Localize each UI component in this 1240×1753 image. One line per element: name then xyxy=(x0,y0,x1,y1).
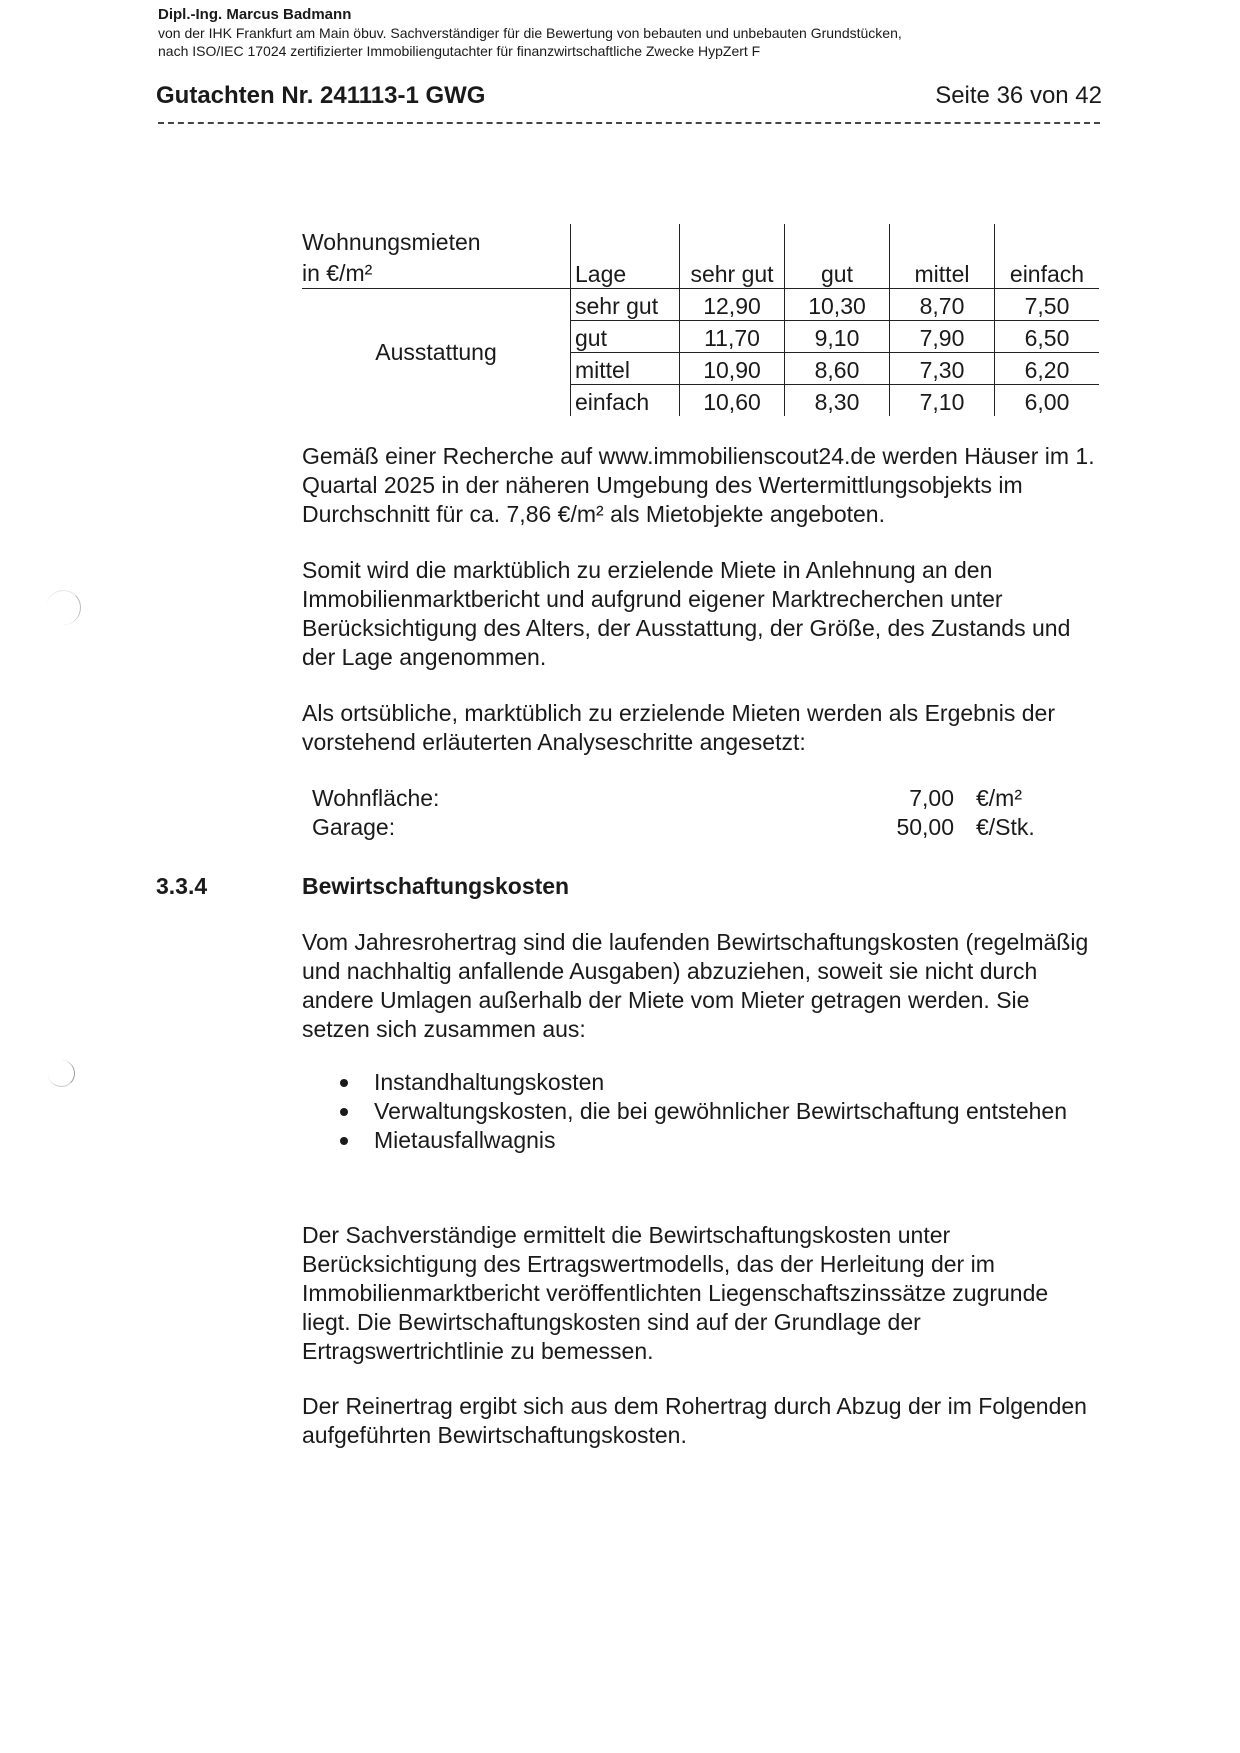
lage-header: Lage xyxy=(571,257,680,289)
rent-result-unit: €/Stk. xyxy=(976,814,1035,840)
rent-result-value: 7,00 xyxy=(909,785,954,811)
table-cell: 12,90 xyxy=(680,289,785,321)
rent-result-row xyxy=(312,784,1092,813)
rent-table xyxy=(302,224,1099,416)
table-cell: 7,10 xyxy=(890,385,995,417)
rent-result-label: Wohnfläche: xyxy=(312,785,440,811)
list-item-text: Verwaltungskosten, die bei gewöhnlicher Bewirtschaftung entstehen xyxy=(374,1098,1067,1124)
table-cell: 8,70 xyxy=(890,289,995,321)
list-item-text: Mietausfallwagnis xyxy=(374,1127,556,1153)
list-item xyxy=(302,1097,1082,1126)
bullet-icon xyxy=(340,1108,348,1116)
table-cell: 10,60 xyxy=(680,385,785,417)
cost-list xyxy=(302,1068,1082,1155)
bullet-icon xyxy=(340,1079,348,1087)
punch-hole-mark xyxy=(46,590,81,625)
table-label-line-1: Wohnungsmieten xyxy=(302,229,481,255)
list-item xyxy=(302,1126,1082,1155)
rent-result-label: Garage: xyxy=(312,814,396,840)
page-number: Seite 36 von 42 xyxy=(935,82,1102,109)
table-cell: 10,90 xyxy=(680,353,785,385)
table-cell: 7,30 xyxy=(890,353,995,385)
table-cell: 6,20 xyxy=(995,353,1100,385)
header-divider xyxy=(158,122,1100,124)
document-title: Gutachten Nr. 241113-1 GWG xyxy=(156,82,486,109)
rent-results xyxy=(312,784,1092,842)
table-cell: 8,30 xyxy=(785,385,890,417)
letterhead xyxy=(158,6,1108,60)
table-cell: 9,10 xyxy=(785,321,890,353)
paragraph-rent-result-intro: Als ortsübliche, marktüblich zu erzielende Mieten werden als Ergebnis der vorstehend erläuterten Analyseschritte angesetzt: xyxy=(302,700,1055,755)
row-group-label: Ausstattung xyxy=(375,339,497,365)
row-label: gut xyxy=(571,321,680,353)
table-row xyxy=(302,289,1099,321)
list-item xyxy=(302,1068,1082,1097)
column-header: gut xyxy=(785,257,890,289)
bullet-icon xyxy=(340,1137,348,1145)
rent-result-value: 50,00 xyxy=(896,814,954,840)
author-credentials-line-1: von der IHK Frankfurt am Main öbuv. Sachverständiger für die Bewertung von bebauten und unbebauten Grundstücken, xyxy=(158,25,902,41)
paragraph-net-income: Der Reinertrag ergibt sich aus dem Rohertrag durch Abzug der im Folgenden aufgeführten Bewirtschaftungskosten. xyxy=(302,1393,1087,1448)
table-label-line-2: in €/m² xyxy=(302,257,571,289)
paragraph-market-research: Gemäß einer Recherche auf www.immobilienscout24.de werden Häuser im 1. Quartal 2025 in der näheren Umgebung des Wertermittlungsobjekts im Durchschnitt für ca. 7,86 €/m² als Mietobjekte angeboten. xyxy=(302,443,1095,527)
rent-result-unit: €/m² xyxy=(976,785,1022,811)
paragraph-rent-basis: Somit wird die marktüblich zu erzielende Miete in Anlehnung an den Immobilienmarktbericht und aufgrund eigener Marktrecherchen unter Berücksichtigung des Alters, der Ausstattung, der Größe, des Zustands und der Lage angenommen. xyxy=(302,557,1071,670)
column-header: sehr gut xyxy=(680,257,785,289)
table-cell: 6,50 xyxy=(995,321,1100,353)
table-cell: 7,50 xyxy=(995,289,1100,321)
table-cell: 10,30 xyxy=(785,289,890,321)
author-name: Dipl.-Ing. Marcus Badmann xyxy=(158,6,352,23)
author-credentials-line-2: nach ISO/IEC 17024 zertifizierter Immobiliengutachter für finanzwirtschaftliche Zwecke HypZert F xyxy=(158,43,761,59)
list-item-text: Instandhaltungskosten xyxy=(374,1069,605,1095)
section-title: Bewirtschaftungskosten xyxy=(302,873,570,899)
rent-result-row xyxy=(312,813,1092,842)
paragraph-operating-costs: Vom Jahresrohertrag sind die laufenden Bewirtschaftungskosten (regelmäßig und nachhaltig anfallende Ausgaben) abzuziehen, soweit sie nicht durch andere Umlagen außerhalb der Miete vom Mieter getragen werden. Sie setzen sich zusammen aus: xyxy=(302,929,1089,1042)
section-number: 3.3.4 xyxy=(156,873,208,899)
column-header: einfach xyxy=(995,257,1100,289)
row-label: einfach xyxy=(571,385,680,417)
column-header: mittel xyxy=(890,257,995,289)
table-cell: 7,90 xyxy=(890,321,995,353)
punch-hole-mark xyxy=(48,1060,75,1087)
row-label: mittel xyxy=(571,353,680,385)
table-cell: 6,00 xyxy=(995,385,1100,417)
table-cell: 11,70 xyxy=(680,321,785,353)
paragraph-cost-method: Der Sachverständige ermittelt die Bewirtschaftungskosten unter Berücksichtigung des Ertragswertmodells, das der Herleitung der im Immobilienmarktbericht veröffentlichten Liegenschaftszinssätze zugrunde liegt. Die Bewirtschaftungskosten sind auf der Grundlage der Ertragswertrichtlinie zu bemessen. xyxy=(302,1222,1049,1364)
table-cell: 8,60 xyxy=(785,353,890,385)
row-label: sehr gut xyxy=(571,289,680,321)
